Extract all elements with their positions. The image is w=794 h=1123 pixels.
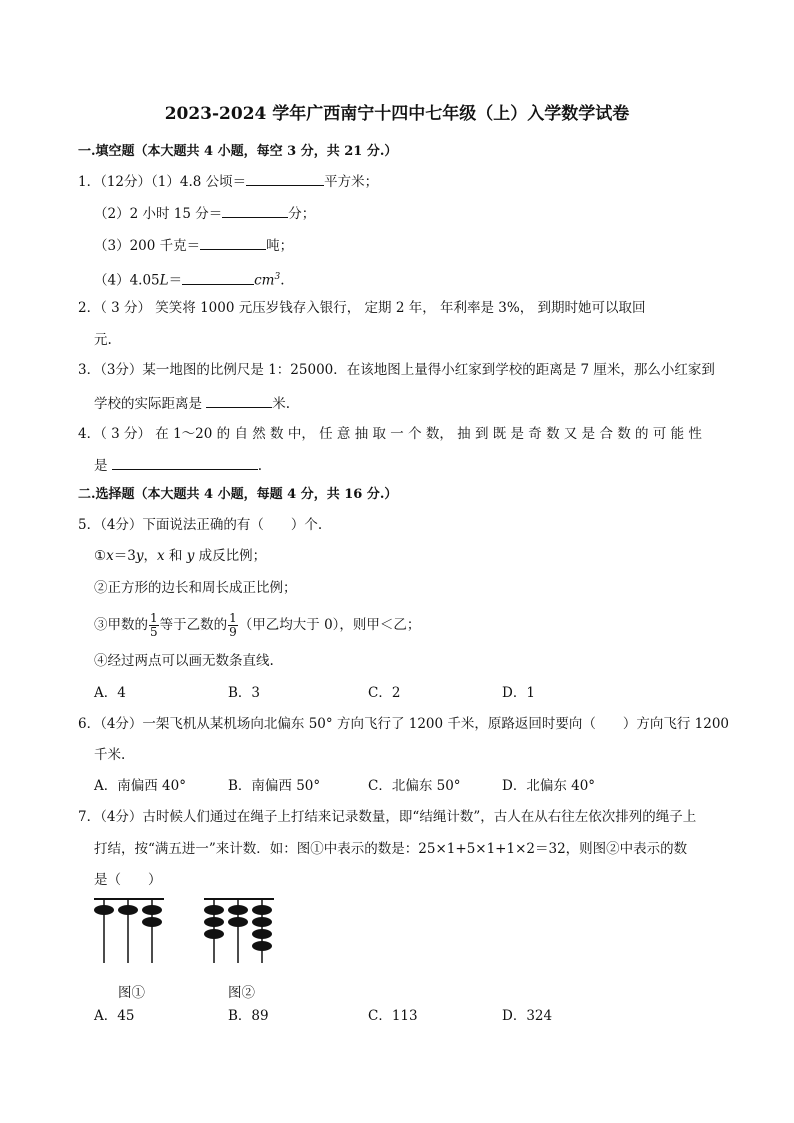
- knot-figure-2: [200, 893, 290, 968]
- fig2-knot: [228, 905, 248, 915]
- q4-blank: [112, 455, 258, 470]
- fig1-knot: [142, 917, 162, 927]
- question-1-line-1: [78, 171, 378, 192]
- q6-option-a[interactable]: A．南偏西 40°: [94, 778, 186, 794]
- figure-2-caption: 图②: [228, 985, 255, 1001]
- question-1-line-4: [94, 267, 285, 291]
- q5-option-c[interactable]: C．2: [368, 685, 401, 701]
- q1-part2-unit: 分；: [288, 206, 316, 222]
- question-7-line-3: 是（ ）: [94, 872, 162, 888]
- q1-part4-blank: [182, 270, 254, 285]
- s1-y: y: [135, 548, 144, 564]
- q1-part1-text: 1．（12分）（1）4.8 公顷＝: [78, 174, 247, 190]
- question-6-line-1: 6．（4分）一架飞机从某机场向北偏东 50° 方向飞行了 1200 千米，原路返回时要向（ ）方向飞行 1200: [78, 716, 730, 732]
- fraction-denominator: 5: [150, 625, 158, 639]
- question-2-line-1: 2．（ 3 分） 笑笑将 1000 元压岁钱存入银行， 定期 2 年， 年利率是 3%， 到期时她可以取回: [78, 300, 646, 316]
- fraction-one-ninth: [228, 612, 238, 639]
- q6-option-b[interactable]: B．南偏西 50°: [228, 778, 321, 794]
- q7-option-b[interactable]: B．89: [228, 1008, 269, 1024]
- q4-period: .: [257, 458, 263, 474]
- fraction-numerator: 1: [229, 611, 237, 625]
- q1-part4-liter: L: [159, 272, 169, 289]
- q1-part1-unit: 平方米；: [324, 174, 379, 190]
- fraction-denominator: 9: [229, 625, 237, 639]
- s1-end: 成反比例；: [194, 548, 267, 564]
- q7-option-c[interactable]: C．113: [368, 1008, 418, 1024]
- question-4-line-2: [94, 455, 262, 476]
- question-5-statement-2: ②正方形的边长和周长成正比例；: [94, 580, 297, 596]
- s1-marker: ①: [94, 548, 107, 564]
- q1-part1-blank: [246, 171, 324, 186]
- q1-part4-exponent: 3: [274, 272, 281, 282]
- q1-part4-text: （4）4.05: [94, 272, 160, 289]
- fig2-knot: [228, 917, 248, 927]
- question-6-line-2: 千米.: [94, 747, 126, 763]
- question-7-line-1: 7．（4分）古时候人们通过在绳子上打结来记录数量，即“结绳计数”，古人在从右往左依次排列的绳子上: [78, 809, 697, 825]
- question-3-line-1: 3．（3分）某一地图的比例尺是 1：25000．在该地图上量得小红家到学校的距离是 7 厘米，那么小红家到: [78, 362, 715, 378]
- fig2-knot: [204, 917, 224, 927]
- q1-part2-blank: [222, 203, 288, 218]
- knot-figure-1: [90, 893, 170, 968]
- section-heading-fill-in: 一.填空题（本大题共 4 小题，每空 3 分，共 21 分.）: [78, 144, 398, 159]
- q1-part3-blank: [200, 235, 266, 250]
- figure-1-caption: 图①: [118, 985, 145, 1001]
- q1-part3-text: （3）200 千克＝: [94, 238, 201, 254]
- q1-part4-unit: cm: [254, 272, 275, 289]
- q3-unit: 米.: [272, 396, 291, 412]
- s1-x: x: [106, 548, 114, 564]
- s1-eq: ＝3: [113, 548, 136, 564]
- fig2-knot: [204, 929, 224, 939]
- question-5-statement-3: [94, 610, 420, 640]
- question-2-line-2: 元.: [94, 332, 112, 348]
- question-4-line-1: 4．（ 3 分） 在 1～20 的 自 然 数 中， 任 意 抽 取 一 个 数， 抽 到 既 是 奇 数 又 是 合 数 的 可 能 性: [78, 426, 702, 442]
- q6-option-d[interactable]: D．北偏东 40°: [502, 778, 596, 794]
- q7-option-a[interactable]: A．45: [94, 1008, 135, 1024]
- s3-mid: 等于乙数的: [159, 617, 228, 633]
- s1-comma: ，: [143, 548, 157, 564]
- question-7-line-2: 打结，按“满五进一”来计数．如：图①中表示的数是：25×1+5×1+1×2＝32，则图②中表示的数: [94, 841, 688, 857]
- q5-option-b[interactable]: B．3: [228, 685, 261, 701]
- q1-part2-text: （2）2 小时 15 分＝: [94, 206, 223, 222]
- fig2-knot: [204, 905, 224, 915]
- fraction-numerator: 1: [150, 611, 158, 625]
- q5-option-d[interactable]: D．1: [502, 685, 535, 701]
- q1-part4-equals: ＝: [168, 272, 183, 289]
- s1-y2: y: [186, 548, 195, 564]
- fig2-knot: [252, 929, 272, 939]
- q7-option-d[interactable]: D．324: [502, 1008, 553, 1024]
- fig2-knot: [252, 917, 272, 927]
- fig1-knot: [94, 905, 114, 915]
- q3-text: 学校的实际距离是: [94, 396, 207, 412]
- fig2-knot: [252, 941, 272, 951]
- fig1-knot: [118, 905, 138, 915]
- s1-and: 和: [164, 548, 187, 564]
- question-5-stem: 5．（4分）下面说法正确的有（ ）个.: [78, 517, 323, 533]
- q4-text: 是: [94, 458, 112, 474]
- s1-x2: x: [156, 548, 165, 564]
- q5-option-a[interactable]: A．4: [94, 685, 126, 701]
- fig2-knot: [252, 905, 272, 915]
- page-title: 2023-2024 学年广西南宁十四中七年级（上）入学数学试卷: [164, 104, 630, 124]
- q3-blank: [206, 393, 272, 408]
- section-heading-multiple-choice: 二.选择题（本大题共 4 小题，每题 4 分，共 16 分.）: [78, 487, 398, 502]
- q1-part4-period: .: [280, 272, 285, 289]
- question-1-line-3: [94, 235, 293, 256]
- s3-prefix: ③甲数的: [94, 617, 148, 633]
- question-3-line-2: [94, 393, 290, 414]
- fraction-one-fifth: [149, 612, 159, 639]
- fig1-knot: [142, 905, 162, 915]
- question-1-line-2: [94, 203, 315, 224]
- s3-suffix: （甲乙均大于 0），则甲＜乙；: [238, 617, 421, 633]
- q6-option-c[interactable]: C．北偏东 50°: [368, 778, 461, 794]
- question-5-statement-4: ④经过两点可以画无数条直线.: [94, 653, 274, 669]
- q1-part3-unit: 吨；: [266, 238, 294, 254]
- question-5-statement-1: [94, 546, 266, 566]
